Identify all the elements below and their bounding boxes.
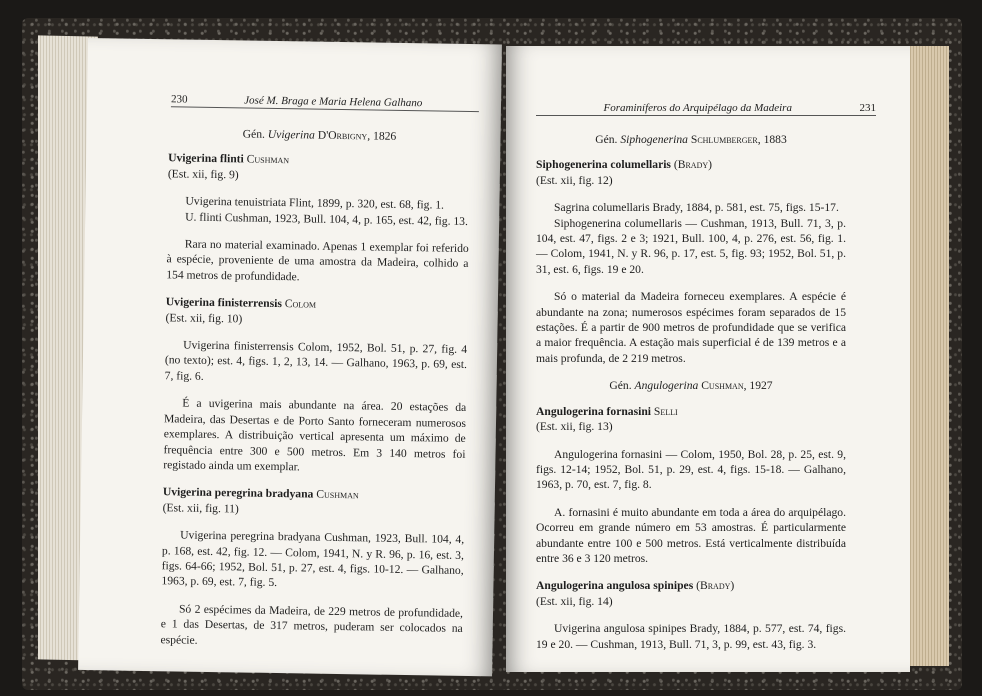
genus-name: Siphogenerina: [620, 133, 688, 146]
right-running-head: [536, 102, 876, 116]
plate-ref: (Est. xii, fig. 11): [162, 500, 239, 516]
species-author: Colom: [284, 297, 317, 311]
species-entry: [536, 404, 846, 435]
synonymy-line: Uvigerina angulosa spinipes Brady, 1884, p. 577, est. 74, figs. 19 e 20. — Cushman, 1913, Bull. 71, 3, p. 99, est. 43, fig. 3.: [536, 622, 846, 651]
species-name: Siphogenerina columellaris: [536, 158, 671, 172]
species-entry: [163, 485, 465, 521]
genus-heading: [536, 132, 846, 147]
remarks: Só o material da Madeira forneceu exemplares. A espécie é abundante na zona; numerosos espécimes foram separados de 15 estações. É a partir de 900 metros de profundidade que se verifica a maior frequência. A estação mais superficial é de 139 metros e a mais profunda, de 2 219 metros.: [536, 290, 846, 365]
species-name: Angulogerina angulosa spinipes: [536, 579, 694, 593]
genus-prefix: Gén.: [242, 127, 266, 141]
synonymy: [165, 337, 468, 388]
species-author: (Brady): [696, 579, 735, 593]
species-name: Uvigerina peregrina bradyana: [162, 485, 314, 501]
species-entry: [536, 157, 846, 188]
left-page-number: 230: [170, 93, 188, 106]
genus-name: Angulogerina: [634, 379, 699, 393]
species-author: Cushman: [246, 152, 290, 167]
genus-heading: [168, 125, 470, 145]
synonymy-line: Uvigerina finisterrensis Colom, 1952, Bol. 51, p. 27, fig. 4 (no texto); est. 4, figs. 1, 2, 13, 14. — Galhano, 1963, p. 69, est. 7, fig. 6.: [164, 338, 468, 383]
genus-author: D'Orbigny: [317, 128, 368, 143]
species-entry: [536, 578, 846, 609]
right-page-number: 231: [859, 102, 876, 114]
left-page: [78, 38, 502, 676]
synonymy-line: U. flinti Cushman, 1923, Bull. 104, 4, p. 165, est. 42, fig. 13.: [185, 210, 469, 228]
synonymy: [161, 527, 464, 593]
species-name: Uvigerina flinti: [168, 151, 244, 166]
remarks: É a uvigerina mais abundante na área. 20 estações da Madeira, das Desertas e de Porto Santo forneceram numerosos exemplares. A distribuição vertical apresenta um máximo de frequência entre 300 e 500 metros. Em 3 140 metros foi registado ainda um exemplar.: [163, 396, 467, 474]
remarks: A. fornasini é muito abundante em toda a área do arquipélago. Ocorreu em grande número em 53 amostras. É particularmente abundante entre 100 e 500 metros. Está verticalmente distribuída entre 36 e 3 120 metros.: [536, 505, 846, 565]
genus-author: Cushman: [701, 379, 744, 393]
synonymy: [536, 621, 846, 652]
species-entry: [165, 295, 467, 331]
genus-year: , 1883: [757, 133, 787, 146]
synonymy-line: Sagrina columellaris Brady, 1884, p. 581, est. 75, figs. 15-17.: [554, 201, 839, 215]
genus-name: Uvigerina: [267, 127, 315, 142]
plate-ref: (Est. xii, fig. 10): [165, 310, 243, 326]
species-author: (Brady): [673, 158, 712, 172]
synonymy: [536, 200, 846, 277]
genus-prefix: Gén.: [609, 379, 632, 393]
genus-author: Schlumberger: [690, 133, 758, 146]
remarks: Rara no material examinado. Apenas 1 exemplar foi referido à espécie, proveniente de uma amostra da Madeira, colhido a 154 metros de profundidade.: [166, 237, 469, 284]
left-content: [160, 125, 470, 664]
species-author: Selli: [653, 404, 678, 418]
synonymy-line: Uvigerina peregrina bradyana Cushman, 1923, Bull. 104, 4, p. 168, est. 42, fig. 12. — Colom, 1941, N. y R. 96, p. 16, est. 3, figs. 64-66; 1952, Bol. 51, p. 27, est. 4, figs. 10-12. — Galhano, 1963, p. 69, est. 7, fig. 5.: [161, 528, 465, 590]
synonymy-line: Uvigerina tenuistriata Flint, 1899, p. 320, est. 68, fig. 1.: [185, 194, 445, 212]
synonymy-line: Siphogenerina columellaris — Cushman, 1913, Bull. 71, 3, p. 104, est. 47, figs. 2 e 3; 1921, Bull. 100, 4, p. 276, est. 56, fig. 1. — Colom, 1941, N. y R. 96, p. 17, est. 5, fig. 93; 1952, Bol. 51, p. 31, est. 6, figs. 19 e 20.: [536, 216, 846, 276]
species-author: Cushman: [316, 487, 359, 502]
genus-heading: [536, 378, 846, 393]
right-running-title: Foraminíferos do Arquipélago da Madeira: [603, 102, 792, 114]
species-name: Angulogerina fornasini: [536, 404, 651, 418]
plate-ref: (Est. xii, fig. 9): [167, 167, 239, 182]
remarks: Só 2 espécimes da Madeira, de 229 metros de profundidade, e 1 das Desertas, de 317 metros, puderam ser colocados na espécie.: [160, 602, 464, 647]
right-page: [506, 46, 910, 672]
plate-ref: (Est. xii, fig. 14): [536, 594, 613, 608]
synonymy-line: Angulogerina fornasini — Colom, 1950, Bol. 28, p. 25, est. 9, figs. 12-14; 1952, Bol. 51, p. 29, est. 4, figs. 15-18. — Galhano, 1963, p. 70, est. 7, fig. 8.: [536, 447, 846, 492]
genus-year: , 1826: [367, 129, 397, 143]
page-stack-right: [905, 46, 949, 666]
synonymy: [167, 193, 469, 229]
plate-ref: (Est. xii, fig. 13): [536, 420, 613, 434]
genus-year: , 1927: [743, 379, 773, 393]
synonymy: [536, 447, 846, 493]
species-name: Uvigerina finisterrensis: [165, 295, 282, 311]
left-running-title: José M. Braga e Maria Helena Galhano: [244, 94, 423, 110]
genus-prefix: Gén.: [595, 133, 618, 146]
species-entry: [168, 151, 470, 187]
plate-ref: (Est. xii, fig. 12): [536, 173, 613, 187]
right-content: [536, 132, 846, 664]
left-running-head: [171, 93, 479, 112]
